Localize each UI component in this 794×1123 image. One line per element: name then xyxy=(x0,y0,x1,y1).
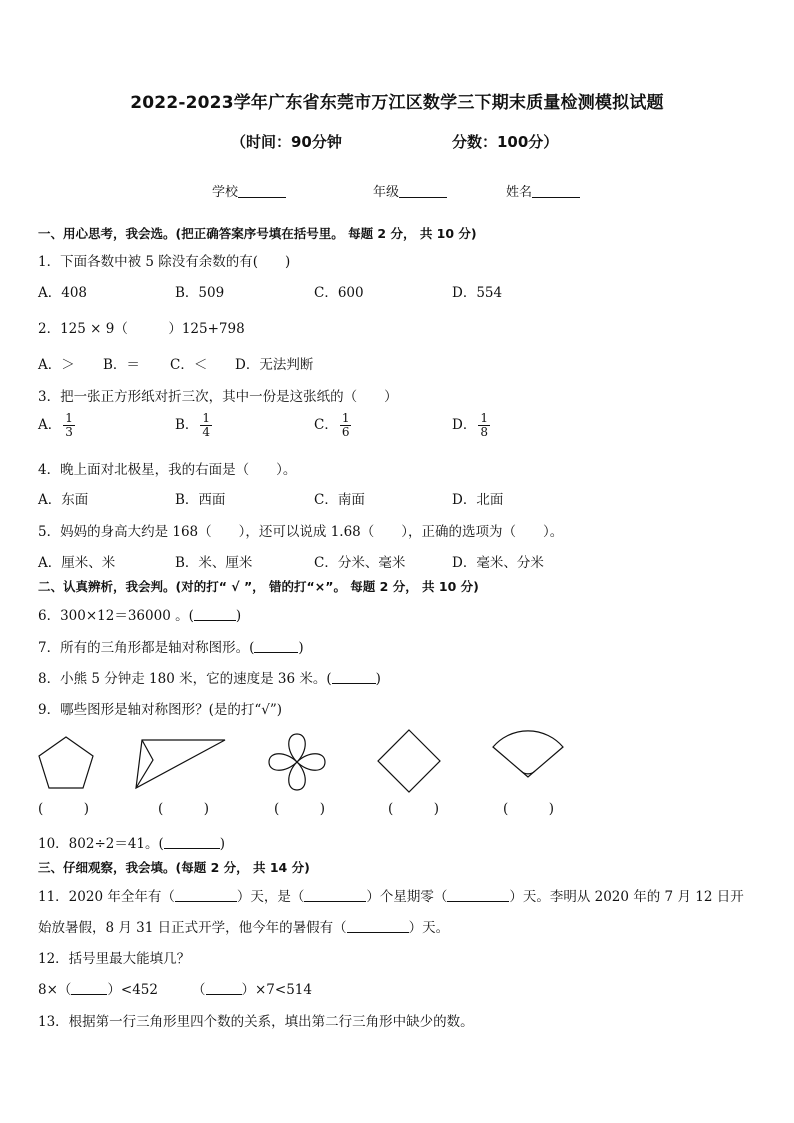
question-5: 5．妈妈的身高大约是 168（ ），还可以说成 1.68（ ），正确的选项为（ ）。 xyxy=(38,524,564,540)
q4-option-d[interactable]: D．北面 xyxy=(452,492,504,508)
q11-weeks-blank[interactable] xyxy=(304,889,366,902)
q7-answer-blank[interactable] xyxy=(254,640,298,653)
numerator: 1 xyxy=(480,411,488,425)
q7-text: 7．所有的三角形都是轴对称图形。( xyxy=(38,640,255,656)
q11-text-b: ）天，是（ xyxy=(236,889,305,905)
shape3-answer[interactable]: ( ) xyxy=(274,801,326,817)
q12-b-blank[interactable] xyxy=(206,982,242,995)
q5-option-c[interactable]: C．分米、毫米 xyxy=(314,555,406,571)
name-field xyxy=(506,181,580,200)
q8-text: 8．小熊 5 分钟走 180 米，它的速度是 36 米。( xyxy=(38,671,332,687)
q5-option-a[interactable]: A．厘米、米 xyxy=(38,555,116,571)
q11-extra-days-blank[interactable] xyxy=(447,889,509,902)
exam-time: （时间：90分钟 xyxy=(231,133,342,151)
q12-a-text1: 8×（ xyxy=(38,982,72,998)
denominator: 3 xyxy=(65,425,73,439)
diamond-square-shape xyxy=(376,728,442,794)
q3-option-b[interactable] xyxy=(175,412,212,439)
question-6 xyxy=(38,604,241,624)
q4-option-a[interactable]: A．东面 xyxy=(38,492,89,508)
q3-a-label: A． xyxy=(38,417,62,433)
question-11-line1 xyxy=(38,885,744,905)
grade-field xyxy=(373,181,447,200)
question-8 xyxy=(38,667,381,687)
fraction xyxy=(478,412,490,439)
shape4-answer[interactable]: ( ) xyxy=(388,801,440,817)
fraction xyxy=(340,412,352,439)
q12-b-text2: ）×7<514 xyxy=(241,982,312,998)
q11-text-f: ）天。 xyxy=(408,920,450,936)
four-leaf-flower-shape xyxy=(266,731,328,793)
shape2-answer[interactable]: ( ) xyxy=(158,801,210,817)
numerator: 1 xyxy=(341,411,350,425)
q12-a-text2: ）<452 xyxy=(107,982,158,998)
q3-option-d[interactable] xyxy=(452,412,490,439)
q4-option-c[interactable]: C．南面 xyxy=(314,492,365,508)
denominator: 4 xyxy=(202,425,211,439)
q10-close: ) xyxy=(219,836,226,852)
question-13: 13．根据第一行三角形里四个数的关系，填出第二行三角形中缺少的数。 xyxy=(38,1014,474,1030)
school-label: 学校 xyxy=(212,185,239,200)
q8-answer-blank[interactable] xyxy=(332,671,376,684)
q10-answer-blank[interactable] xyxy=(164,836,220,849)
q11-text-e: 始放暑假，8 月 31 日正式开学，他今年的暑假有（ xyxy=(38,920,347,936)
fraction xyxy=(63,412,75,439)
q6-close: ) xyxy=(235,608,242,624)
q1-option-a[interactable]: A．408 xyxy=(38,285,88,301)
q11-text-c: ）个星期零（ xyxy=(366,889,448,905)
section3-heading: 三、仔细观察，我会填。(每题 2 分， 共 14 分) xyxy=(38,860,310,875)
q2-option-b[interactable]: B．＝ xyxy=(103,357,140,373)
question-1: 1．下面各数中被 5 除没有余数的有( ) xyxy=(38,254,291,270)
denominator: 8 xyxy=(480,425,488,439)
fan-shape xyxy=(490,730,566,786)
q2-option-c[interactable]: C．＜ xyxy=(170,357,208,373)
numerator: 1 xyxy=(65,411,73,425)
shape1-answer[interactable]: ( ) xyxy=(38,801,90,817)
grade-blank[interactable] xyxy=(399,185,447,198)
q6-text: 6．300×12＝36000 。( xyxy=(38,608,194,624)
q3-d-label: D． xyxy=(452,417,477,433)
q2-option-a[interactable]: A．＞ xyxy=(38,357,75,373)
q12-part-a xyxy=(38,978,158,998)
denominator: 6 xyxy=(341,425,350,439)
pentagon-shape xyxy=(36,735,96,791)
q4-option-b[interactable]: B．西面 xyxy=(175,492,226,508)
q3-c-label: C． xyxy=(314,417,338,433)
question-4: 4．晚上面对北极星，我的右面是（ ）。 xyxy=(38,462,297,478)
q12-b-text1: （ xyxy=(192,982,206,998)
question-2: 2．125 × 9（ ）125+798 xyxy=(38,321,245,337)
q5-option-b[interactable]: B．米、厘米 xyxy=(175,555,253,571)
q12-a-blank[interactable] xyxy=(71,982,107,995)
q1-option-d[interactable]: D．554 xyxy=(452,285,503,301)
section2-heading: 二、认真辨析，我会判。(对的打“ √ ”， 错的打“×”。 每题 2 分， 共 10 分) xyxy=(38,579,479,594)
triangle-shape xyxy=(133,738,227,790)
q6-answer-blank[interactable] xyxy=(194,608,236,621)
question-11-line2 xyxy=(38,916,449,936)
shape5-answer[interactable]: ( ) xyxy=(503,801,555,817)
q1-option-b[interactable]: B．509 xyxy=(175,285,225,301)
q8-close: ) xyxy=(375,671,381,687)
q11-text-a: 11．2020 年全年有（ xyxy=(38,889,175,905)
q2-option-d[interactable]: D．无法判断 xyxy=(235,357,314,373)
fraction xyxy=(200,412,212,439)
question-10 xyxy=(38,832,225,852)
q11-text-d: ）天。李明从 2020 年的 7 月 12 日开 xyxy=(509,889,744,905)
q11-holiday-blank[interactable] xyxy=(347,920,409,933)
question-9: 9．哪些图形是轴对称图形？(是的打“√”) xyxy=(38,702,283,718)
q3-option-a[interactable] xyxy=(38,412,75,439)
grade-label: 年级 xyxy=(373,185,400,200)
question-12: 12．括号里最大能填几？ xyxy=(38,951,191,967)
section1-heading: 一、用心思考，我会选。(把正确答案序号填在括号里。 每题 2 分， 共 10 分) xyxy=(38,226,477,241)
q1-option-c[interactable]: C．600 xyxy=(314,285,364,301)
numerator: 1 xyxy=(202,411,211,425)
question-3: 3．把一张正方形纸对折三次，其中一份是这张纸的（ ） xyxy=(38,389,398,405)
q3-option-c[interactable] xyxy=(314,412,351,439)
q7-close: ) xyxy=(298,640,304,656)
question-7 xyxy=(38,636,304,656)
name-blank[interactable] xyxy=(532,185,580,198)
name-label: 姓名 xyxy=(506,185,533,200)
page-title: 2022-2023学年广东省东莞市万江区数学三下期末质量检测模拟试题 xyxy=(130,93,664,113)
q12-part-b xyxy=(192,978,312,998)
q5-option-d[interactable]: D．毫米、分米 xyxy=(452,555,544,571)
q11-days-blank[interactable] xyxy=(175,889,237,902)
q10-text: 10．802÷2＝41。( xyxy=(38,836,164,852)
school-field xyxy=(212,181,286,200)
school-blank[interactable] xyxy=(238,185,286,198)
exam-score: 分数：100分） xyxy=(452,133,559,151)
q3-b-label: B． xyxy=(175,417,199,433)
